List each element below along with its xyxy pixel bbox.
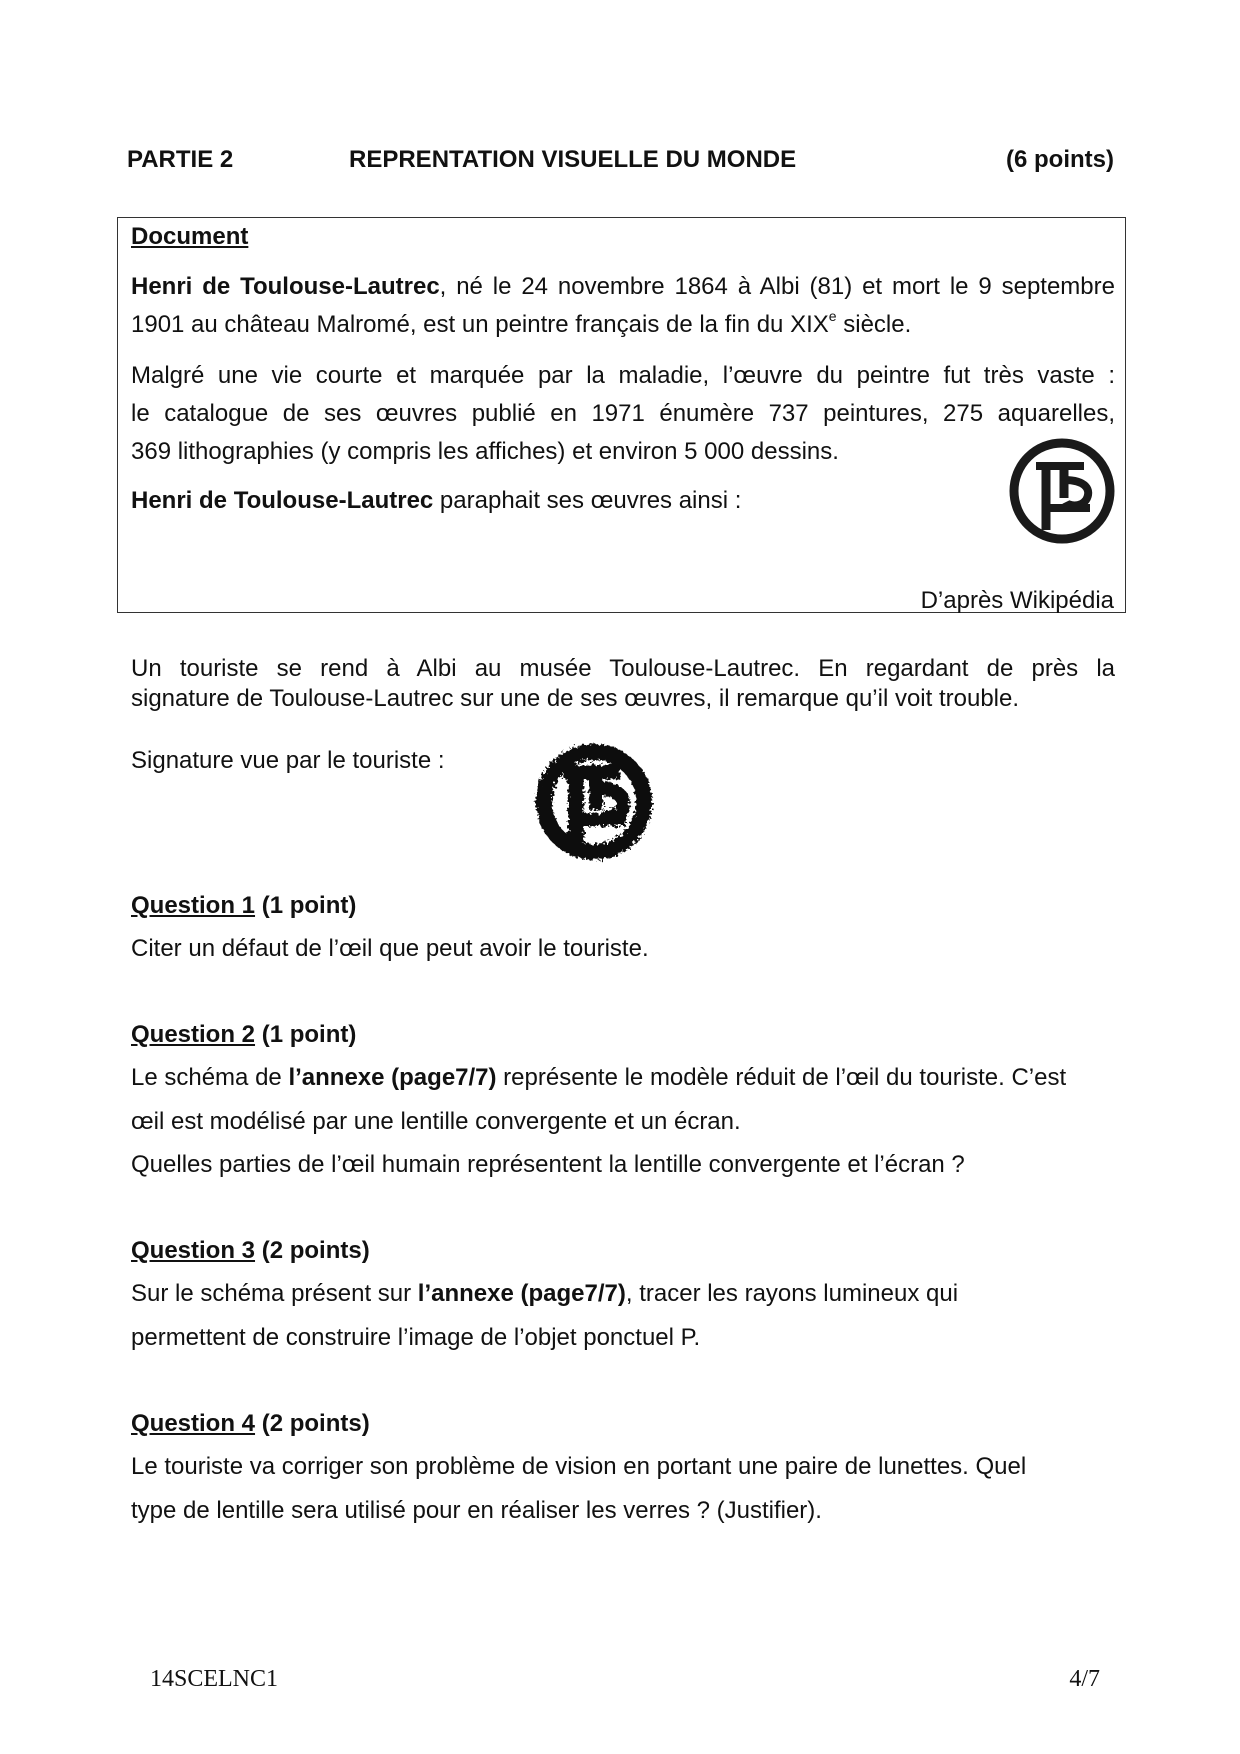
section-title: REPRENTATION VISUELLE DU MONDE	[349, 146, 797, 173]
question-4-line2: type de lentille sera utilisé pour en réaliser les verres ? (Justifier).	[131, 1497, 822, 1524]
century-sup: e	[828, 308, 837, 324]
question-1-points: (1 point)	[255, 892, 357, 919]
part-label: PARTIE 2	[127, 146, 234, 173]
doc-p3-rest: paraphait ses œuvres ainsi :	[433, 487, 742, 514]
question-2-line3: Quelles parties de l’œil humain représentent la lentille convergente et l’écran ?	[131, 1151, 965, 1178]
question-1-text: Citer un défaut de l’œil que peut avoir le touriste.	[131, 935, 649, 962]
question-2-title	[131, 1016, 356, 1054]
doc-p1-line1	[131, 268, 1115, 306]
question-3-line1	[131, 1275, 958, 1313]
question-3-line2: permettent de construire l’image de l’objet ponctuel P.	[131, 1324, 701, 1351]
monogram-signature-icon	[1006, 436, 1118, 546]
intro-line2: signature de Toulouse-Lautrec sur une de ses œuvres, il remarque qu’il voit trouble.	[131, 685, 1020, 712]
question-2-points: (1 point)	[255, 1021, 357, 1048]
source-credit: D’après Wikipédia	[920, 587, 1114, 614]
doc-p1-line2	[131, 306, 1115, 344]
question-4-title	[131, 1405, 370, 1443]
doc-p1-line1-rest: , né le 24 novembre 1864 à Albi (81) et mort le 9 septembre	[439, 273, 1115, 300]
question-4-points: (2 points)	[255, 1410, 370, 1437]
question-1-title	[131, 887, 356, 925]
doc-p3	[131, 482, 741, 520]
author-name-2: Henri de Toulouse-Lautrec	[131, 487, 434, 514]
question-3-points: (2 points)	[255, 1237, 370, 1264]
question-2-label: Question 2	[131, 1021, 256, 1048]
q3-text-c: , tracer les rayons lumineux qui	[625, 1280, 959, 1307]
section-points: (6 points)	[1006, 146, 1114, 173]
q2-text-a: Le schéma de	[131, 1064, 289, 1091]
question-1-label: Question 1	[131, 892, 256, 919]
signature-label: Signature vue par le touriste :	[131, 747, 445, 774]
document-heading: Document	[131, 223, 249, 250]
question-3-title	[131, 1232, 370, 1270]
footer-code: 14SCELNC1	[150, 1666, 279, 1692]
doc-p1-line2-end: siècle.	[836, 311, 912, 338]
question-2-line1	[131, 1059, 1066, 1097]
q2-annex-ref: l’annexe (page7/7)	[288, 1064, 497, 1091]
q2-text-c: représente le modèle réduit de l’œil du touriste. C’est	[496, 1064, 1067, 1091]
doc-p2-line1: Malgré une vie courte et marquée par la maladie, l’œuvre du peintre fut très vaste :	[131, 362, 1115, 389]
doc-p2-line3: 369 lithographies (y compris les affiches) et environ 5 000 dessins.	[131, 438, 839, 465]
question-2-line2: œil est modélisé par une lentille convergente et un écran.	[131, 1108, 741, 1135]
doc-p2-line2: le catalogue de ses œuvres publié en 1971 énumère 737 peintures, 275 aquarelles,	[131, 400, 1115, 427]
blurred-signature-icon	[524, 738, 664, 866]
intro-line1: Un touriste se rend à Albi au musée Toulouse-Lautrec. En regardant de près la	[131, 655, 1115, 682]
question-4-label: Question 4	[131, 1410, 256, 1437]
q3-annex-ref: l’annexe (page7/7)	[417, 1280, 626, 1307]
question-4-line1: Le touriste va corriger son problème de vision en portant une paire de lunettes. Quel	[131, 1453, 1027, 1480]
q3-text-a: Sur le schéma présent sur	[131, 1280, 418, 1307]
footer-page-number: 4/7	[1069, 1666, 1100, 1692]
doc-p1-line2-text: 1901 au château Malromé, est un peintre français de la fin du XIX	[131, 311, 829, 338]
question-3-label: Question 3	[131, 1237, 256, 1264]
author-name: Henri de Toulouse-Lautrec	[131, 273, 440, 300]
